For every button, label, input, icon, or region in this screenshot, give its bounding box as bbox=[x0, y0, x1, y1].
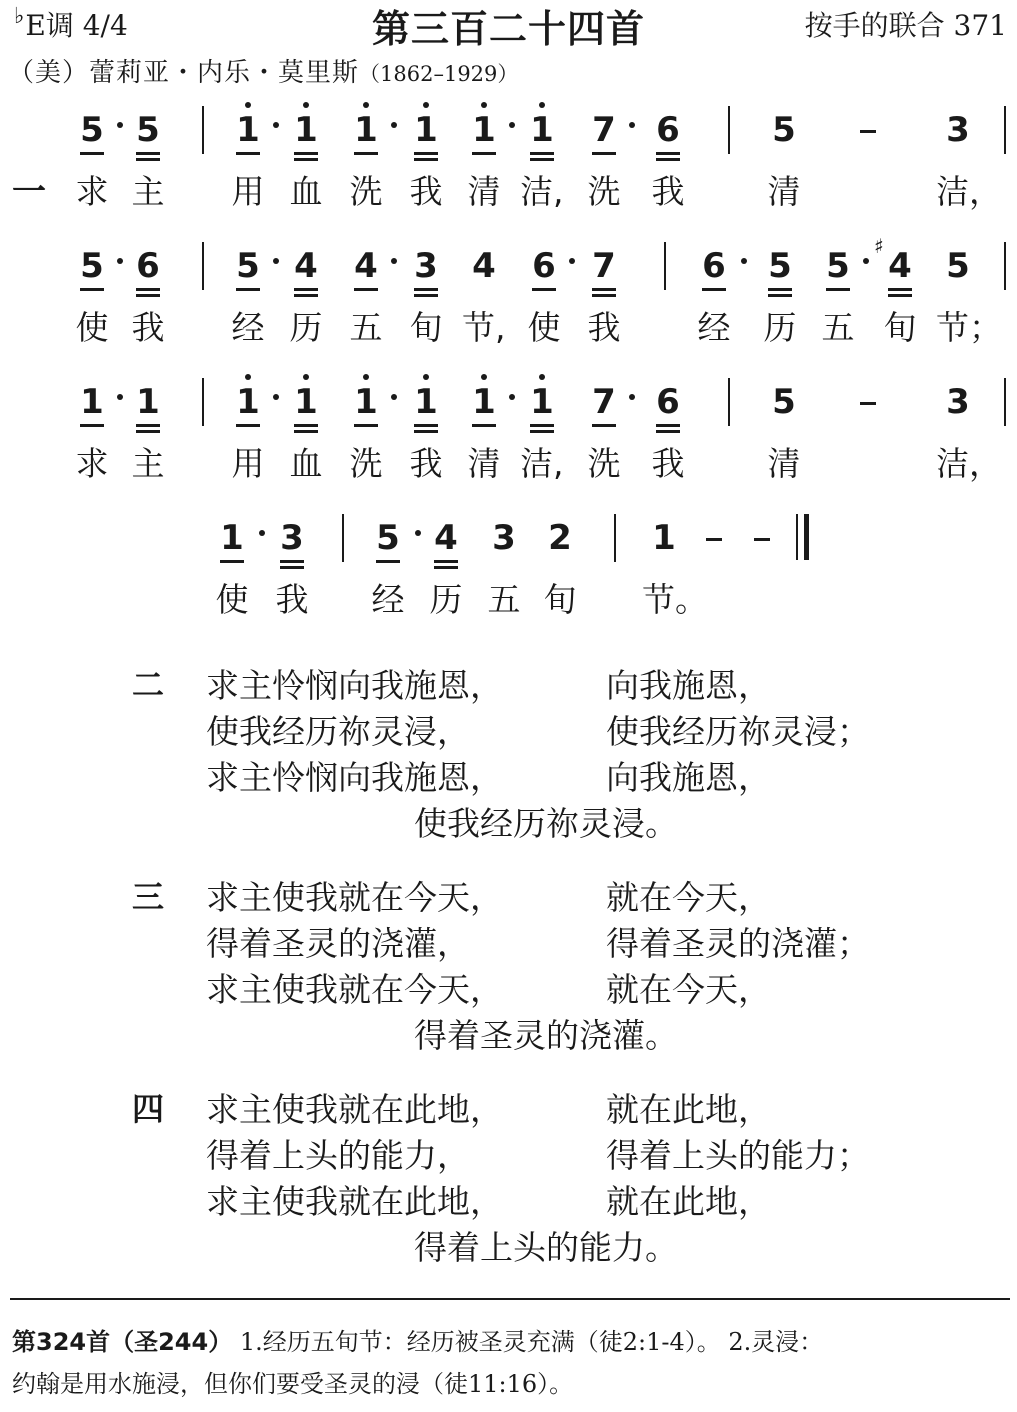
note-digit: 5 bbox=[946, 246, 970, 286]
octave-dot bbox=[303, 102, 309, 108]
sustain-dash bbox=[860, 130, 876, 133]
lyric-syllable: 洗 bbox=[349, 444, 383, 483]
octave-dot bbox=[481, 374, 487, 380]
lyric-syllable: 历 bbox=[763, 308, 797, 347]
verse-line-part-a: 求主怜悯向我施恩， bbox=[206, 666, 503, 705]
bar-line bbox=[728, 378, 730, 426]
note bbox=[584, 246, 624, 291]
note bbox=[648, 382, 688, 427]
note bbox=[368, 518, 408, 563]
verse-line-part-a: 得着圣灵的浇灌， bbox=[206, 924, 470, 963]
note-digit: 6 bbox=[656, 382, 680, 427]
footnote-head: 第324首（圣244） bbox=[12, 1328, 233, 1356]
note bbox=[522, 382, 562, 427]
notation-system-2 bbox=[0, 236, 1017, 356]
author-years: （1862–1929） bbox=[359, 62, 519, 86]
note bbox=[72, 246, 112, 291]
lyric-syllable: 主 bbox=[131, 172, 165, 211]
note-digit: 5 bbox=[772, 110, 796, 150]
note bbox=[764, 382, 804, 422]
note-digit: 5 bbox=[826, 246, 850, 291]
lyric-syllable: 求 bbox=[75, 172, 109, 211]
lyric-syllable: 节, bbox=[462, 308, 506, 347]
octave-dot bbox=[481, 102, 487, 108]
note bbox=[522, 110, 562, 155]
bar-line bbox=[202, 242, 204, 290]
dot-mark bbox=[741, 258, 747, 264]
verse-line-part-a: 求主使我就在今天， bbox=[206, 878, 503, 917]
verse-line-part-b: 得着上头的能力； bbox=[606, 1136, 870, 1175]
octave-dot bbox=[423, 102, 429, 108]
note bbox=[818, 246, 858, 291]
lyric-syllable: 使 bbox=[75, 308, 109, 347]
lyric-syllable: 洁， bbox=[936, 444, 1002, 483]
note-digit: 5 bbox=[236, 246, 260, 291]
note bbox=[938, 110, 978, 150]
octave-dot bbox=[303, 374, 309, 380]
note-digit: 7 bbox=[592, 246, 616, 291]
note bbox=[464, 110, 504, 155]
verse-line-part-a: 求主使我就在此地， bbox=[206, 1090, 503, 1129]
page-title: 第三百二十四首 bbox=[372, 7, 646, 51]
note bbox=[760, 246, 800, 291]
note-digit: 6 bbox=[656, 110, 680, 155]
note-digit: 1 bbox=[652, 518, 676, 558]
lyric-syllable: 五 bbox=[349, 308, 383, 347]
note-digit: 1 bbox=[472, 382, 496, 427]
verse-line-part-b: 就在此地， bbox=[606, 1182, 771, 1221]
note bbox=[938, 246, 978, 286]
note bbox=[286, 382, 326, 427]
dot-mark bbox=[117, 258, 123, 264]
final-bar-thin bbox=[796, 514, 798, 560]
lyric-syllable: 清 bbox=[767, 444, 801, 483]
note bbox=[644, 518, 684, 558]
lyric-syllable: 旬 bbox=[883, 308, 917, 347]
footnote-text-1: 1.经历五旬节：经历被圣灵充满（徒2:1-4）。 2.灵浸： bbox=[232, 1328, 824, 1356]
key-signature bbox=[14, 4, 128, 44]
note-digit: 4 bbox=[888, 246, 912, 291]
note bbox=[346, 382, 386, 427]
note-digit: 1 bbox=[414, 382, 438, 427]
note-digit: 6 bbox=[532, 246, 556, 291]
dot-mark bbox=[509, 394, 515, 400]
verse-line-part-b: 就在今天， bbox=[606, 970, 771, 1009]
lyric-syllable: 我 bbox=[587, 308, 621, 347]
note bbox=[540, 518, 580, 558]
lyric-syllable: 用 bbox=[231, 444, 265, 483]
dot-mark bbox=[629, 394, 635, 400]
note-digit: 1 bbox=[236, 382, 260, 427]
dot-mark bbox=[391, 122, 397, 128]
note bbox=[426, 518, 466, 563]
lyric-syllable: 节； bbox=[936, 308, 1002, 347]
note-digit: 1 bbox=[354, 382, 378, 427]
octave-dot bbox=[423, 374, 429, 380]
lyric-syllable: 血 bbox=[289, 172, 323, 211]
octave-dot bbox=[363, 102, 369, 108]
note bbox=[228, 110, 268, 155]
dot-mark bbox=[863, 258, 869, 264]
lyric-syllable: 清 bbox=[467, 172, 501, 211]
lyric-syllable: 血 bbox=[289, 444, 323, 483]
verse-line-part-a: 求主怜悯向我施恩， bbox=[206, 758, 503, 797]
note-digit: 3 bbox=[280, 518, 304, 563]
note-digit: 2 bbox=[548, 518, 572, 558]
note-digit: 5 bbox=[80, 110, 104, 155]
dot-mark bbox=[415, 530, 421, 536]
verse-line-part-b: 向我施恩， bbox=[606, 758, 771, 797]
lyric-syllable: 使 bbox=[527, 308, 561, 347]
note bbox=[764, 110, 804, 150]
verse-last-line: 得着上头的能力。 bbox=[414, 1228, 678, 1267]
note bbox=[212, 518, 252, 563]
lyric-syllable: 经 bbox=[697, 308, 731, 347]
note bbox=[228, 382, 268, 427]
verse-line-part-b: 就在此地， bbox=[606, 1090, 771, 1129]
note bbox=[346, 246, 386, 291]
lyric-syllable: 洗 bbox=[349, 172, 383, 211]
note bbox=[648, 110, 688, 155]
note bbox=[406, 382, 446, 427]
dot-mark bbox=[273, 258, 279, 264]
octave-dot bbox=[245, 102, 251, 108]
footnote-line-2: 约翰是用水施浸，但你们要受圣灵的浸（徒11:16）。 bbox=[12, 1370, 574, 1398]
key-time: E调 4/4 bbox=[25, 9, 128, 42]
note-digit: 1 bbox=[294, 110, 318, 155]
note bbox=[286, 110, 326, 155]
dot-mark bbox=[273, 394, 279, 400]
verse-line-part-b: 得着圣灵的浇灌； bbox=[606, 924, 870, 963]
note-digit: 5 bbox=[80, 246, 104, 291]
note-digit: 1 bbox=[220, 518, 244, 563]
note bbox=[464, 382, 504, 427]
bar-line bbox=[614, 514, 616, 562]
note bbox=[286, 246, 326, 291]
lyric-syllable: 我 bbox=[651, 172, 685, 211]
dot-mark bbox=[273, 122, 279, 128]
bar-line bbox=[664, 242, 666, 290]
lyric-syllable: 洗 bbox=[587, 444, 621, 483]
bar-line bbox=[1004, 106, 1006, 154]
lyric-syllable: 清 bbox=[467, 444, 501, 483]
note-digit: 1 bbox=[530, 382, 554, 427]
lyric-syllable: 我 bbox=[131, 308, 165, 347]
lyric-syllable: 节。 bbox=[642, 580, 708, 619]
lyric-syllable: 用 bbox=[231, 172, 265, 211]
note-digit: 3 bbox=[946, 382, 970, 422]
sustain-dash bbox=[860, 402, 876, 405]
dot-mark bbox=[509, 122, 515, 128]
note bbox=[346, 110, 386, 155]
lyric-syllable: 旬 bbox=[409, 308, 443, 347]
lyric-syllable: 洁, bbox=[520, 172, 564, 211]
notation-system-3 bbox=[0, 372, 1017, 492]
note bbox=[874, 234, 920, 291]
lyric-syllable: 历 bbox=[289, 308, 323, 347]
lyric-syllable: 经 bbox=[231, 308, 265, 347]
verse-line-part-b: 就在今天， bbox=[606, 878, 771, 917]
lyric-syllable: 历 bbox=[429, 580, 463, 619]
note-digit: 4 bbox=[434, 518, 458, 563]
note-digit: 1 bbox=[530, 110, 554, 155]
verse-label: 四 bbox=[132, 1090, 165, 1128]
note bbox=[406, 110, 446, 155]
flat-sign: ♭ bbox=[14, 4, 25, 29]
sustain-dash bbox=[754, 538, 770, 541]
note-digit: 5 bbox=[772, 382, 796, 422]
dot-mark bbox=[259, 530, 265, 536]
note-digit: 4 bbox=[472, 246, 496, 286]
note bbox=[524, 246, 564, 291]
note bbox=[406, 246, 446, 291]
bar-line bbox=[1004, 378, 1006, 426]
note-digit: 3 bbox=[492, 518, 516, 558]
lyric-syllable: 使 bbox=[215, 580, 249, 619]
note bbox=[72, 110, 112, 155]
note bbox=[584, 382, 624, 427]
note-digit: 1 bbox=[472, 110, 496, 155]
octave-dot bbox=[363, 374, 369, 380]
lyric-syllable: 洗 bbox=[587, 172, 621, 211]
verse-line-part-a: 使我经历祢灵浸， bbox=[206, 712, 470, 751]
note bbox=[938, 382, 978, 422]
lyric-syllable: 经 bbox=[371, 580, 405, 619]
notation-system-4 bbox=[0, 508, 1017, 628]
note-digit: 5 bbox=[376, 518, 400, 563]
verse-last-line: 得着圣灵的浇灌。 bbox=[414, 1016, 678, 1055]
footnote-line-1 bbox=[12, 1322, 823, 1357]
note-digit: 5 bbox=[768, 246, 792, 291]
author-name: （美）蕾莉亚・内乐・莫里斯 bbox=[8, 58, 360, 88]
note-digit: 1 bbox=[294, 382, 318, 427]
verse-line-part-a: 求主使我就在今天， bbox=[206, 970, 503, 1009]
note bbox=[128, 246, 168, 291]
lyric-syllable: 求 bbox=[75, 444, 109, 483]
notation-system-1 bbox=[0, 100, 1017, 220]
note-digit: 6 bbox=[702, 246, 726, 291]
bar-line bbox=[202, 106, 204, 154]
octave-dot bbox=[245, 374, 251, 380]
note-digit: 1 bbox=[414, 110, 438, 155]
verse-last-line: 使我经历祢灵浸。 bbox=[414, 804, 678, 843]
dot-mark bbox=[391, 394, 397, 400]
note-digit: 1 bbox=[136, 382, 160, 427]
lyric-syllable: 旬 bbox=[543, 580, 577, 619]
note bbox=[694, 246, 734, 291]
octave-dot bbox=[539, 374, 545, 380]
note-digit: 6 bbox=[136, 246, 160, 291]
dot-mark bbox=[629, 122, 635, 128]
note-digit: 7 bbox=[592, 110, 616, 155]
sustain-dash bbox=[706, 538, 722, 541]
lyric-syllable: 五 bbox=[487, 580, 521, 619]
verse-line-part-a: 得着上头的能力， bbox=[206, 1136, 470, 1175]
lyric-syllable: 我 bbox=[651, 444, 685, 483]
lyric-syllable: 我 bbox=[409, 172, 443, 211]
note-digit: 5 bbox=[136, 110, 160, 155]
footer-rule bbox=[10, 1298, 1010, 1300]
note-digit: 4 bbox=[354, 246, 378, 291]
bar-line bbox=[202, 378, 204, 426]
author-credit bbox=[8, 52, 518, 89]
note-digit: 1 bbox=[236, 110, 260, 155]
note bbox=[464, 246, 504, 286]
lyric-syllable: 清 bbox=[767, 172, 801, 211]
note-digit: 4 bbox=[294, 246, 318, 291]
verse-label: 三 bbox=[132, 878, 165, 916]
note-digit: 7 bbox=[592, 382, 616, 427]
note bbox=[484, 518, 524, 558]
lyric-syllable: 洁, bbox=[520, 444, 564, 483]
dot-mark bbox=[117, 122, 123, 128]
note-digit: 1 bbox=[80, 382, 104, 427]
bar-line bbox=[728, 106, 730, 154]
dot-mark bbox=[569, 258, 575, 264]
verse-label: 二 bbox=[132, 666, 165, 704]
verse-line-part-b: 使我经历祢灵浸； bbox=[606, 712, 870, 751]
final-bar-thick bbox=[804, 514, 809, 560]
note bbox=[272, 518, 312, 563]
verse-number: 一 bbox=[12, 172, 46, 212]
note-digit: 1 bbox=[354, 110, 378, 155]
sharp-sign: ♯ bbox=[874, 234, 884, 258]
note bbox=[228, 246, 268, 291]
verse-line-part-b: 向我施恩， bbox=[606, 666, 771, 705]
octave-dot bbox=[539, 102, 545, 108]
note bbox=[128, 110, 168, 155]
verse-line-part-a: 求主使我就在此地， bbox=[206, 1182, 503, 1221]
bar-line bbox=[1004, 242, 1006, 290]
dot-mark bbox=[391, 258, 397, 264]
dot-mark bbox=[117, 394, 123, 400]
lyric-syllable: 主 bbox=[131, 444, 165, 483]
lyric-syllable: 五 bbox=[821, 308, 855, 347]
hymn-category: 按手的联合 371 bbox=[804, 9, 1007, 42]
lyric-syllable: 我 bbox=[275, 580, 309, 619]
note bbox=[584, 110, 624, 155]
note bbox=[128, 382, 168, 427]
bar-line bbox=[342, 514, 344, 562]
lyric-syllable: 洁， bbox=[936, 172, 1002, 211]
note-digit: 3 bbox=[946, 110, 970, 150]
lyric-syllable: 我 bbox=[409, 444, 443, 483]
note-digit: 3 bbox=[414, 246, 438, 291]
note bbox=[72, 382, 112, 427]
